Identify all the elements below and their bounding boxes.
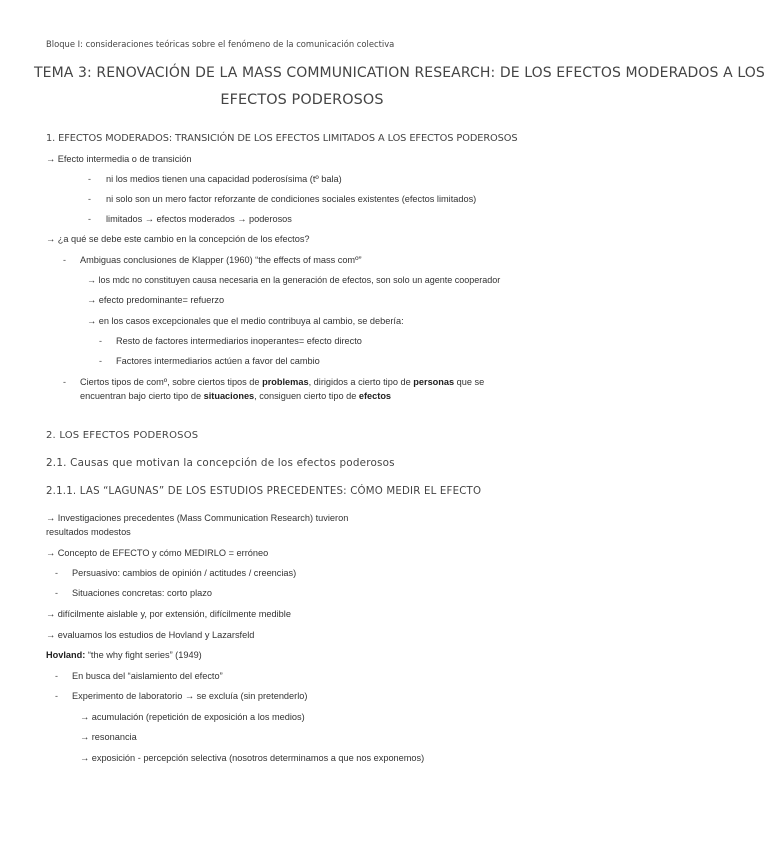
s1-bullet-3: limitados → efectos moderados → poderosos	[106, 214, 292, 224]
s2-para-4: → evaluamos los estudios de Hovland y Lazarsfeld	[46, 630, 255, 640]
subsection-2-1-1-heading: 2.1.1. LAS “LAGUNAS” DE LOS ESTUDIOS PRECEDENTES: CÓMO MEDIR EL EFECTO	[46, 486, 482, 497]
hovland-sub-2: → resonancia	[80, 732, 137, 742]
section-2-heading: 2. LOS EFECTOS PODEROSOS	[46, 430, 199, 441]
hovland-bullet-1: En busca del “aislamiento del efecto”	[72, 671, 223, 681]
keyword-efectos: efectos	[358, 391, 392, 401]
hovland-sub-3: → exposición - percepción selectiva (nosotros determinamos a que nos exponemos)	[80, 753, 425, 763]
hovland-sub-1: → acumulación (repetición de exposición a los medios)	[80, 712, 305, 722]
page-title	[34, 60, 765, 114]
dash-bullet: -	[88, 194, 91, 204]
dash-bullet: -	[88, 214, 91, 224]
subsection-2-1-heading: 2.1. Causas que motivan la concepción de los efectos poderosos	[46, 457, 395, 469]
title-line-2: EFECTOS PODEROSOS	[220, 92, 384, 108]
dash-bullet: -	[55, 691, 58, 701]
hovland-bullet-2: Experimento de laboratorio → se excluía (sin pretenderlo)	[72, 691, 308, 701]
dash-bullet: -	[55, 588, 58, 598]
s2-bullet-situaciones: Situaciones concretas: corto plazo	[72, 588, 212, 598]
klapper-point-2: → efecto predominante= refuerzo	[87, 295, 225, 305]
dash-bullet: -	[63, 255, 66, 265]
klapper-point-1: → los mdc no constituyen causa necesaria en la generación de efectos, son solo un agente cooperador	[87, 275, 501, 285]
s1-question: → ¿a qué se debe este cambio en la concepción de los efectos?	[46, 234, 310, 244]
s2-para-3: → difícilmente aislable y, por extensión, difícilmente medible	[46, 609, 291, 619]
text-run: , dirigidos a cierto tipo de	[308, 377, 414, 387]
hovland-text: “the why fight series” (1949)	[85, 650, 202, 660]
hovland-line	[46, 649, 202, 661]
s1-bullet-2: ni solo son un mero factor reforzante de condiciones sociales existentes (efectos limitados)	[106, 194, 477, 204]
keyword-situaciones: situaciones	[203, 391, 255, 401]
text-run: Ciertos tipos de comº, sobre ciertos tipos de	[80, 377, 263, 387]
klapper-point-3: → en los casos excepcionales que el medio contribuya al cambio, se debería:	[87, 316, 404, 326]
s1-line-1: → Efecto intermedia o de transición	[46, 154, 192, 164]
section-1-heading: 1. EFECTOS MODERADOS: TRANSICIÓN DE LOS EFECTOS LIMITADOS A LOS EFECTOS PODEROSOS	[46, 133, 518, 144]
klapper-sub-1: Resto de factores intermediarios inoperantes= efecto directo	[116, 336, 362, 346]
keyword-personas: personas	[413, 377, 455, 387]
klapper-line: Ambiguas conclusiones de Klapper (1960) “the effects of mass comº”	[80, 255, 362, 265]
s2-para-1b: resultados modestos	[46, 527, 131, 537]
s2-para-2: → Concepto de EFECTO y cómo MEDIRLO = erróneo	[46, 548, 269, 558]
dash-bullet: -	[99, 336, 102, 346]
klapper-sub-2: Factores intermediarios actúen a favor del cambio	[116, 356, 320, 366]
conclusion-line-2	[80, 390, 391, 402]
keyword-problemas: problemas	[262, 377, 309, 387]
text-run: encuentran bajo cierto tipo de	[80, 391, 204, 401]
dash-bullet: -	[99, 356, 102, 366]
hovland-label: Hovland:	[46, 650, 86, 660]
dash-bullet: -	[63, 377, 66, 387]
s2-para-1: → Investigaciones precedentes (Mass Communication Research) tuvieron	[46, 513, 349, 523]
dash-bullet: -	[88, 174, 91, 184]
text-run: que se	[454, 377, 485, 387]
s2-bullet-persuasivo: Persuasivo: cambios de opinión / actitudes / creencias)	[72, 568, 297, 578]
block-label: Bloque I: consideraciones teóricas sobre el fenómeno de la comunicación colectiva	[46, 39, 395, 49]
s1-bullet-1: ni los medios tienen una capacidad poderosísima (tº bala)	[106, 174, 342, 184]
title-line-1: TEMA 3: RENOVACIÓN DE LA MASS COMMUNICATION RESEARCH: DE LOS EFECTOS MODERADOS A LOS	[34, 65, 765, 81]
dash-bullet: -	[55, 568, 58, 578]
conclusion-line-1	[80, 376, 484, 388]
text-run: , consiguen cierto tipo de	[254, 391, 359, 401]
dash-bullet: -	[55, 671, 58, 681]
